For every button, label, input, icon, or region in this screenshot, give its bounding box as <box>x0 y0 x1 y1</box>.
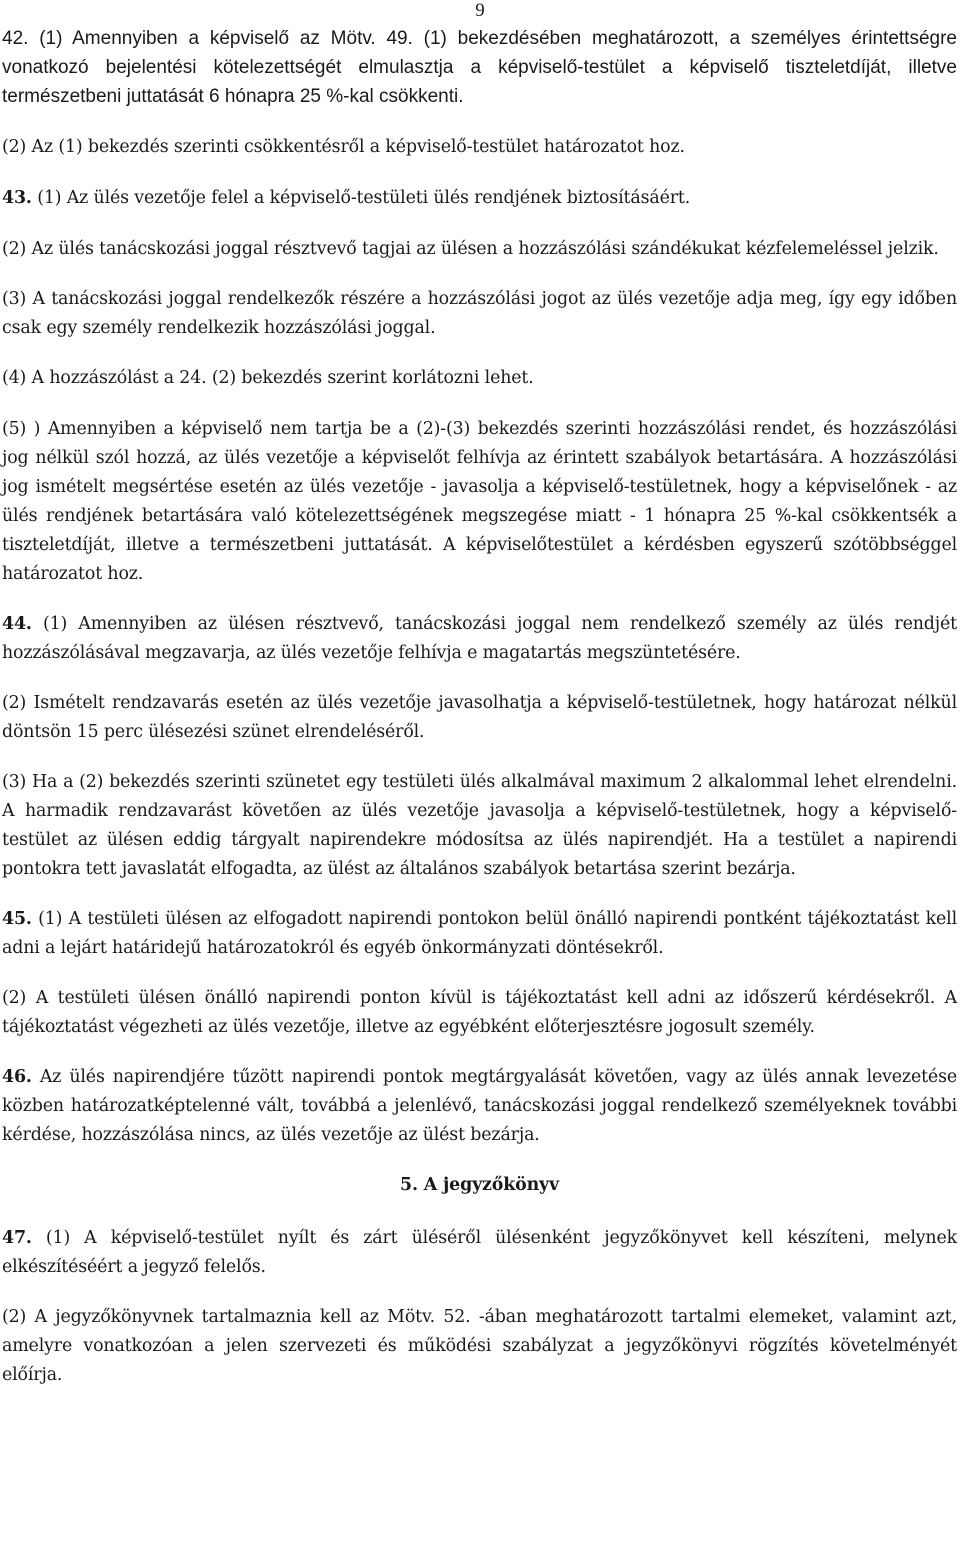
section-number: 47. <box>2 1228 32 1248</box>
paragraph-44-1 <box>2 610 957 668</box>
paragraph-47-2 <box>2 1303 957 1390</box>
paragraph-text: (1) A képviselő-testület nyílt és zárt üléséről ülésenként jegyzőkönyvet kell készíteni, melynek elkészítéséért a jegyző felelős. <box>2 1228 957 1277</box>
section-number: 44. <box>2 614 32 634</box>
chapter-title: 5. A jegyzőkönyv <box>400 1175 559 1195</box>
paragraph-text: (3) Ha a (2) bekezdés szerinti szünetet egy testületi ülés alkalmával maximum 2 alkalommal lehet elrendelni. A harmadik rendzavarást követően az ülés vezetője javasolja a képviselő-testületnek, hogy a képviselő-testület az ülésen eddig tárgyalt napirendekre módosítsa az ülés napirendjét. Ha a testület a napirendi pontokra tett javaslatát elfogadta, az ülést az általános szabályok betartása szerint bezárja. <box>2 772 957 879</box>
paragraph-47-1 <box>2 1224 957 1282</box>
section-number: 46. <box>2 1067 32 1087</box>
paragraph-42-1 <box>2 24 957 111</box>
paragraph-45-2 <box>2 984 957 1042</box>
paragraph-text: (2) Az (1) bekezdés szerinti csökkentésről a képviselő-testület határozatot hoz. <box>2 137 685 157</box>
paragraph-43-4 <box>2 364 957 393</box>
paragraph-text: (1) Az ülés vezetője felel a képviselő-testületi ülés rendjének biztosításáért. <box>31 188 691 208</box>
paragraph-43-5 <box>2 415 957 589</box>
paragraph-text: (4) A hozzászólást a 24. (2) bekezdés szerint korlátozni lehet. <box>2 368 534 388</box>
paragraph-text: Az ülés napirendjére tűzött napirendi pontok megtárgyalását követően, vagy az ülés annak levezetése közben határozatképtelenné vált, továbbá a jelenlévő, tanácskozási joggal rendelkező személyeknek további kérdése, hozzászólása nincs, az ülés vezetője az ülést bezárja. <box>2 1067 957 1145</box>
paragraph-text: (2) A jegyzőkönyvnek tartalmaznia kell az Mötv. 52. -ában meghatározott tartalmi elemeket, valamint azt, amelyre vonatkozóan a jelen szervezeti és működési szabályzat a jegyzőkönyvi rögzítés követelményét előírja. <box>2 1307 957 1385</box>
paragraph-44-2 <box>2 689 957 747</box>
section-number: 43. <box>2 188 32 208</box>
document-body <box>2 24 957 1411</box>
paragraph-text: (2) Az ülés tanácskozási joggal résztvevő tagjai az ülésen a hozzászólási szándékukat kézfelemeléssel jelzik. <box>2 239 939 259</box>
paragraph-43-2 <box>2 235 957 264</box>
paragraph-43-1 <box>2 184 957 213</box>
paragraph-text: (2) Ismételt rendzavarás esetén az ülés vezetője javasolhatja a képviselő-testületnek, hogy határozat nélkül döntsön 15 perc ülésezési szünet elrendeléséről. <box>2 693 957 742</box>
section-number: 42. <box>2 28 29 49</box>
paragraph-text: (3) A tanácskozási joggal rendelkezők részére a hozzászólási jogot az ülés vezetője adja meg, így egy időben csak egy személy rendelkezik hozzászólási joggal. <box>2 289 957 338</box>
paragraph-text: (5) ) Amennyiben a képviselő nem tartja be a (2)-(3) bekezdés szerinti hozzászólási rendet, és hozzászólási jog nélkül szól hozzá, az ülés vezetője a képviselőt felhívja az érintett szabályok betartására. A hozzászólási jog ismételt megsértése esetén az ülés vezetője - javasolja a képviselő-testületnek, hogy a képviselőnek - az ülés rendjének betartására való kötelezettségének megszegése miatt - 1 hónapra 25 %-kal csökkentsék a tiszteletdíját, illetve a természetbeni juttatását. A képviselőtestület a kérdésben egyszerű szótöbbséggel határozatot hoz. <box>2 419 957 584</box>
section-number: 45. <box>2 909 32 929</box>
paragraph-43-3 <box>2 285 957 343</box>
paragraph-46 <box>2 1063 957 1150</box>
paragraph-45-1 <box>2 905 957 963</box>
paragraph-text: (1) A testületi ülésen az elfogadott napirendi pontokon belül önálló napirendi pontként tájékoztatást kell adni a lejárt határidejű határozatokról és egyéb önkormányzati döntésekről. <box>2 909 957 958</box>
paragraph-42-2 <box>2 133 957 162</box>
paragraph-text: (2) A testületi ülésen önálló napirendi ponton kívül is tájékoztatást kell adni az időszerű kérdésekről. A tájékoztatást végezheti az ülés vezetője, illetve az egyébként előterjesztésre jogosult személy. <box>2 988 957 1037</box>
paragraph-text: (1) Amennyiben az ülésen résztvevő, tanácskozási joggal nem rendelkező személy az ülés rendjét hozzászólásával megzavarja, az ülés vezetője felhívja e magatartás megszüntetésére. <box>2 614 957 663</box>
page-number: 9 <box>475 0 485 21</box>
paragraph-44-3 <box>2 768 957 884</box>
paragraph-text: (1) Amennyiben a képviselő az Mötv. 49. (1) bekezdésében meghatározott, a személyes érintettségre vonatkozó bejelentési kötelezettségét elmulasztja a képviselő-testület a képviselő tiszteletdíját, illetve természetbeni juttatását 6 hónapra 25 %-kal csökkenti. <box>2 28 957 107</box>
